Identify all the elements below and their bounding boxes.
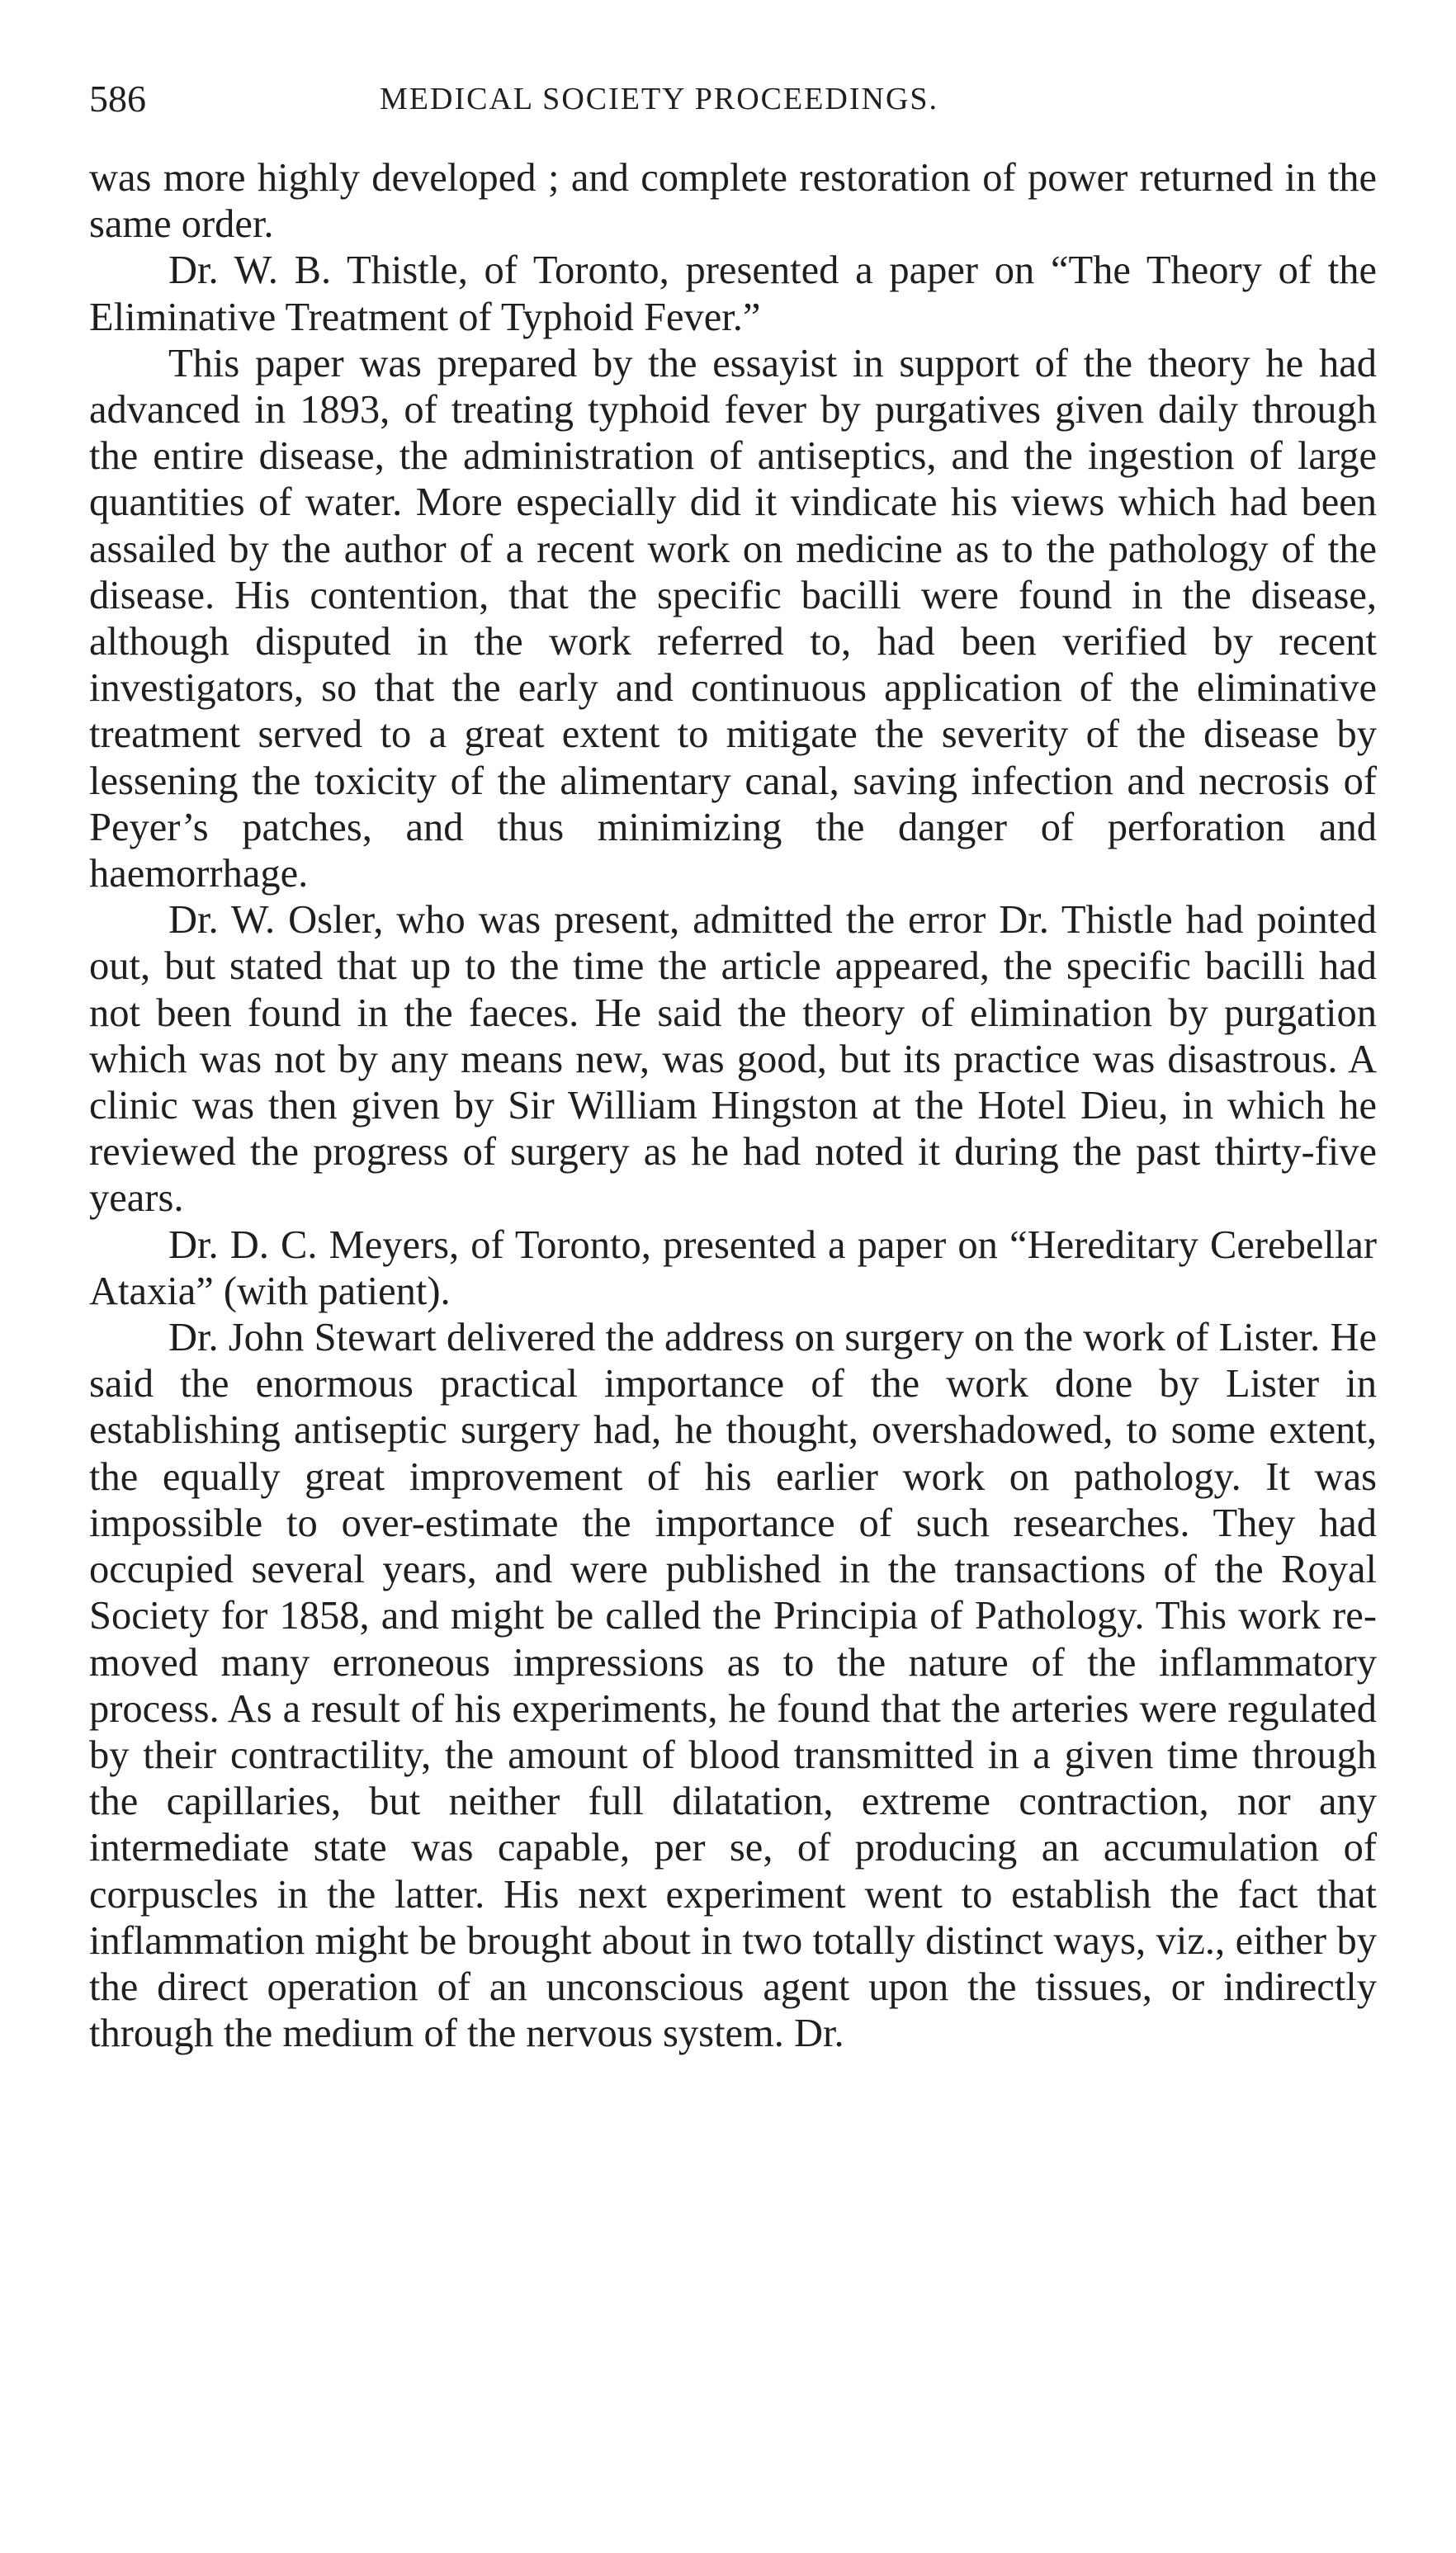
- paragraph-meyers-paper: Dr. D. C. Meyers, of Toronto, presented a paper on “Hereditary Cerebellar Ataxia” (with patient).: [89, 1222, 1377, 1313]
- paragraph-osler-response: Dr. W. Osler, who was present, admitted the error Dr. Thistle had pointed out, but stated that up to the time the article appeared, the specific bacilli had not been found in the faeces. He said the theory of elimination by purgation which was not by any means new, was good, but its practice was disastrous. A clinic was then given by Sir William Hingston at the Hotel Dieu, in which he reviewed the progress of surgery as he had noted it during the past thirty-five years.: [89, 898, 1377, 1221]
- body-text: [89, 155, 1377, 2057]
- page-header: [89, 73, 1377, 125]
- paragraph-continuation: was more highly developed ; and complete restoration of power returned in the same order.: [89, 156, 1377, 247]
- paragraph-thistle-paper: Dr. W. B. Thistle, of Toronto, presented a paper on “The Theory of the Eliminative Treatment of Typhoid Fever.”: [89, 248, 1377, 339]
- page-number: 586: [89, 78, 146, 120]
- paragraph-typhoid-theory: This paper was prepared by the essayist in support of the theory he had advanced in 1893, of treating typhoid fever by purgatives given daily through the entire disease, the administration of antiseptics, and the ingestion of large quantities of water. More especially did it vindicate his views which had been assailed by the author of a recent work on medicine as to the pathology of the disease. His contention, that the specific bacilli were found in the disease, although disputed in the work referred to, had been verified by recent investigators, so that the early and continuous application of the eliminative treatment served to a great extent to mitigate the severity of the disease by lessening the toxicity of the alimentary canal, saving infection and necrosis of Peyer’s patches, and thus minimizing the danger of perforation and haemorrhage.: [89, 341, 1377, 896]
- running-head: MEDICAL SOCIETY PROCEEDINGS.: [380, 82, 939, 116]
- paragraph-stewart-address: Dr. John Stewart delivered the address on surgery on the work of Lister. He said the enormous practical importance of the work done by Lister in establishing antiseptic surgery had, he thought, overshadowed, to some extent, the equally great improvement of his earlier work on pathology. It was impossible to over-estimate the importance of such researches. They had occupied several years, and were published in the transactions of the Royal Society for 1858, and might be called the Principia of Pathology. This work removed many erroneous impressions as to the nature of the inflammatory process. As a result of his experiments, he found that the arteries were regulated by their contractility, the amount of blood transmitted in a given time through the capillaries, but neither full dilatation, extreme contraction, nor any intermediate state was capable, per se, of producing an accumulation of corpuscles in the latter. His next experiment went to establish the fact that inflammation might be brought about in two totally distinct ways, viz., either by the direct operation of an unconscious agent upon the tissues, or indirectly through the medium of the nervous system. Dr.: [89, 1316, 1377, 2056]
